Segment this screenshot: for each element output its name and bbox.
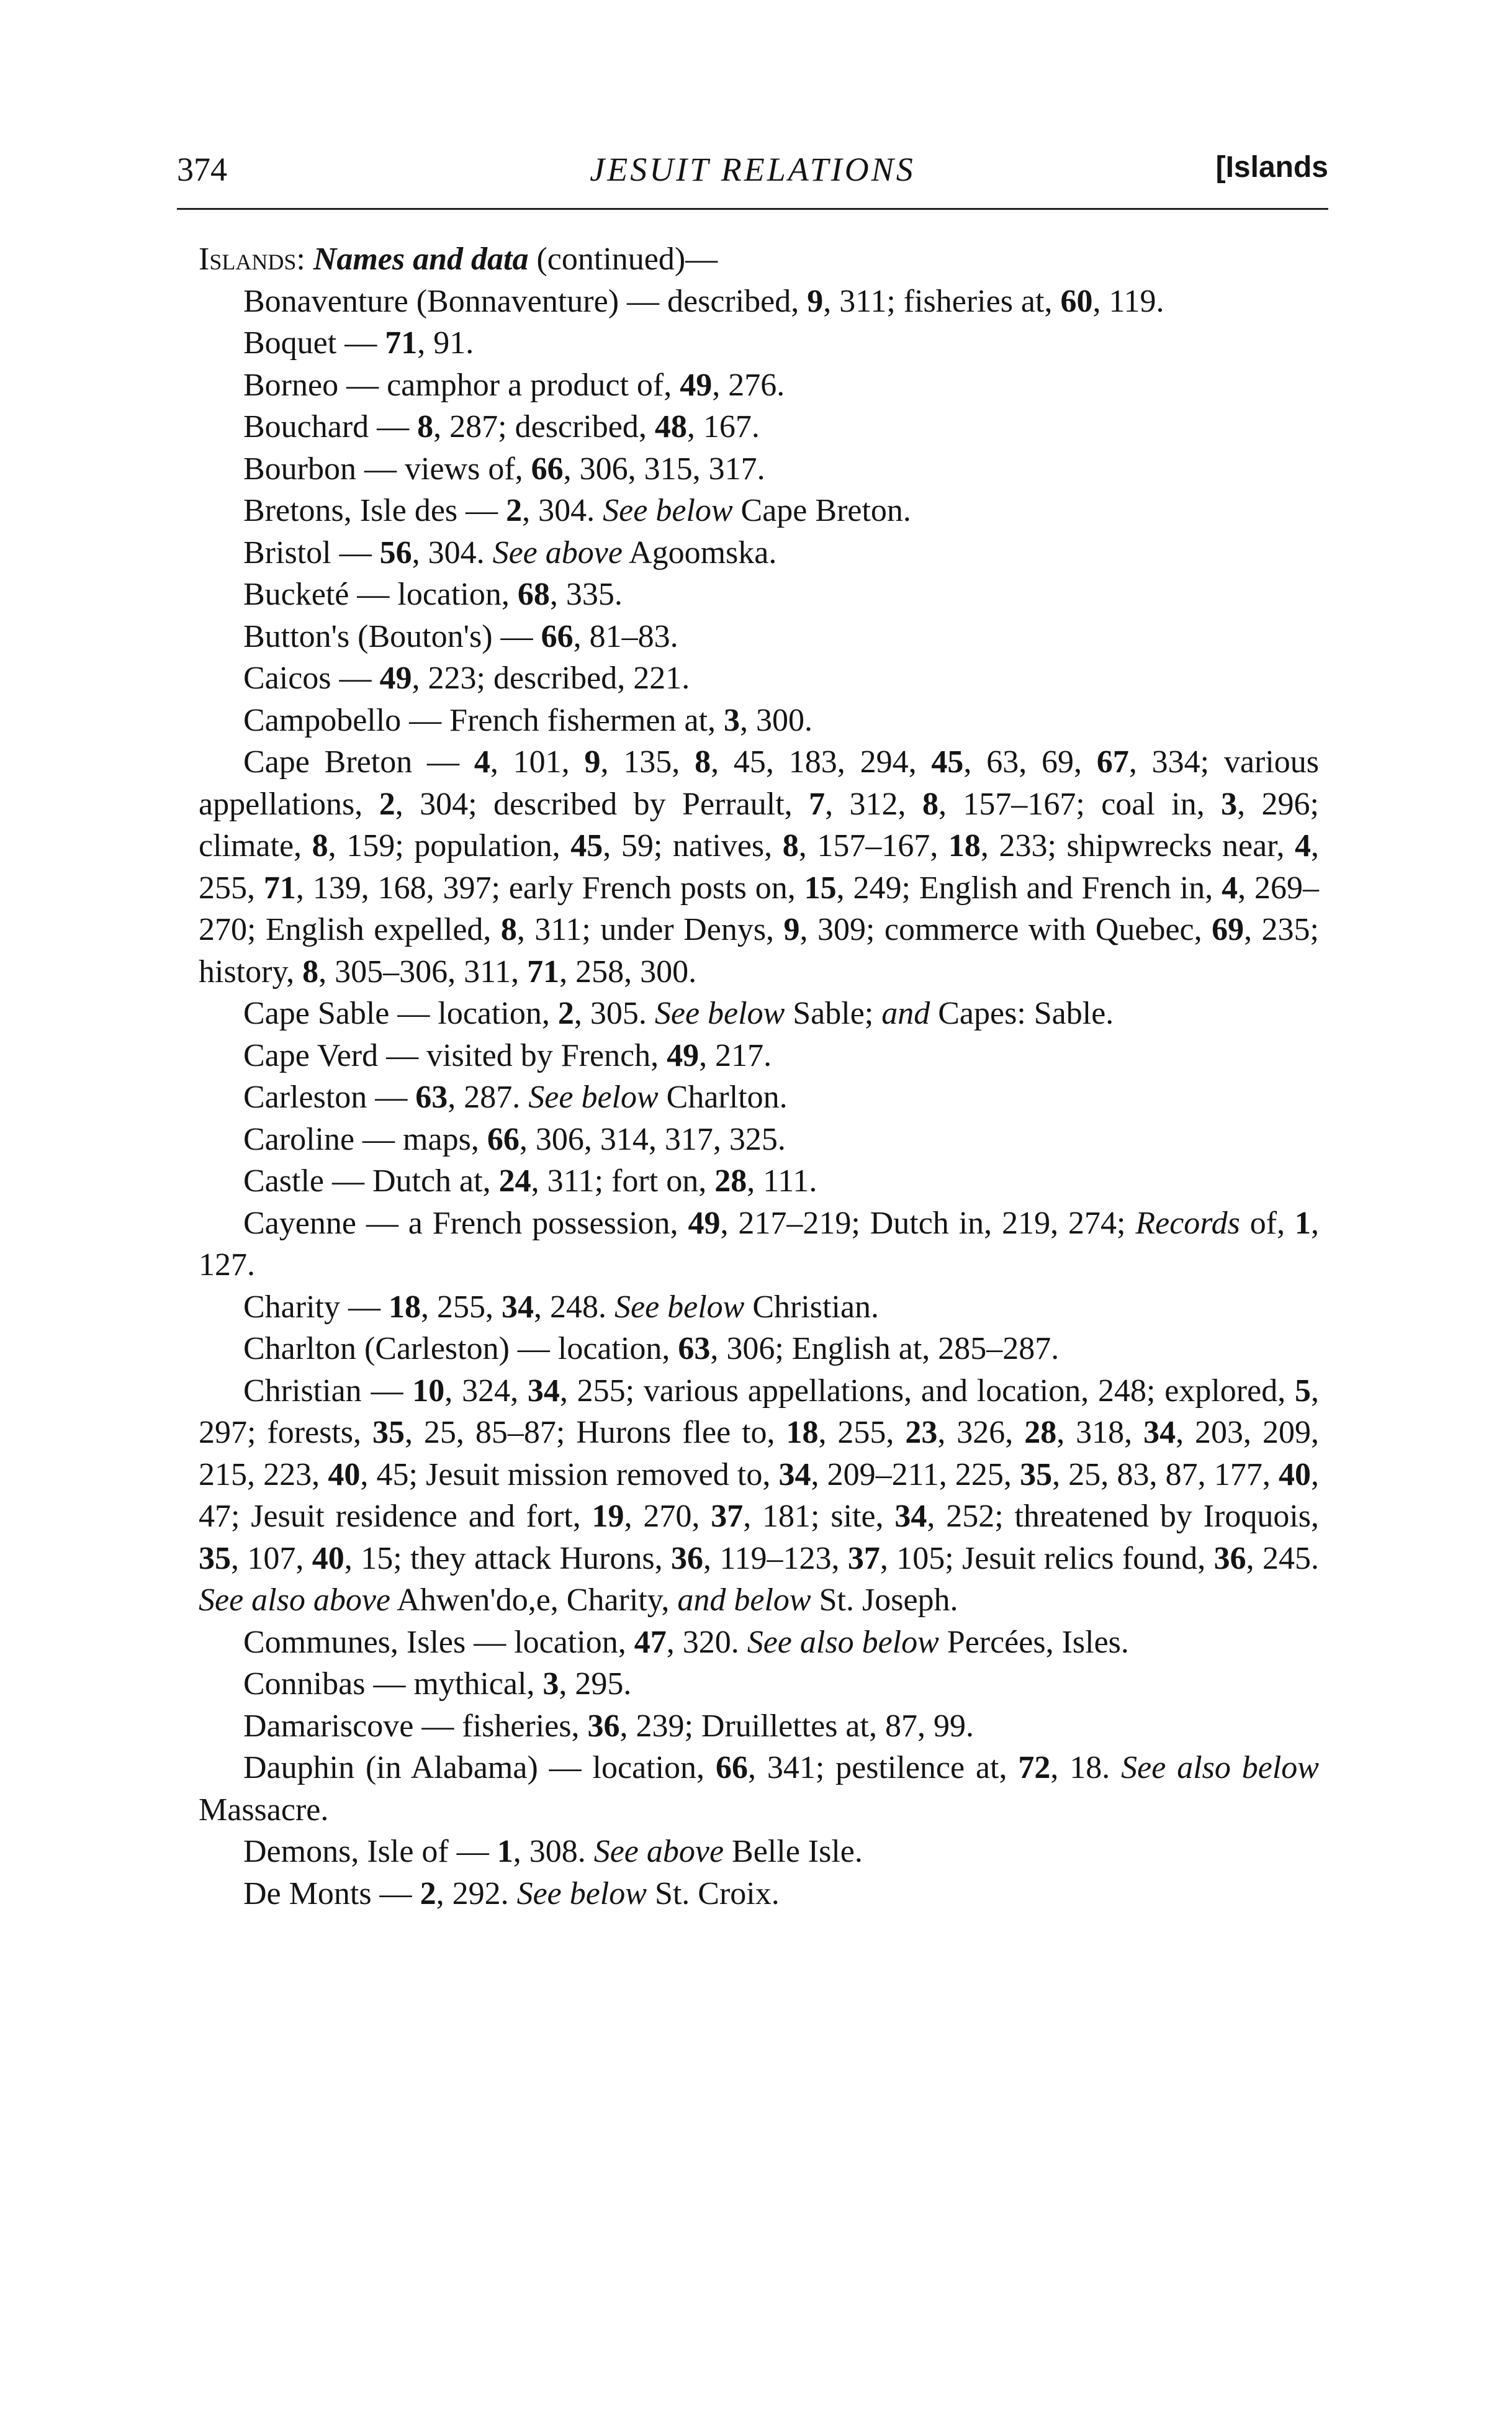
entry-text: Connibas — mythical, <box>243 1666 543 1702</box>
entry-text: , 45, 183, 294, <box>711 744 932 780</box>
section-subtitle: Names and data <box>313 241 529 277</box>
index-entry <box>199 993 1319 1035</box>
index-entry <box>199 1831 1319 1873</box>
cross-reference: See below <box>516 1875 647 1911</box>
entry-text: , 25, 83, 87, 177, <box>1052 1456 1279 1492</box>
index-entry <box>199 700 1319 742</box>
index-entry <box>199 1370 1319 1622</box>
index-entry <box>199 406 1319 448</box>
index-entry <box>199 1119 1319 1161</box>
entry-text: St. Joseph. <box>811 1582 958 1618</box>
entry-text: , 101, <box>490 744 585 780</box>
index-entry <box>199 490 1319 532</box>
entry-text: , 287; described, <box>433 409 655 444</box>
entry-text: , 306, 314, 317, 325. <box>519 1121 786 1157</box>
entry-text: , 135, <box>600 744 695 780</box>
entry-text: Communes, Isles — location, <box>243 1624 634 1660</box>
volume-number: 34 <box>501 1289 534 1325</box>
volume-number: 3 <box>542 1666 559 1702</box>
volume-number: 8 <box>782 828 799 864</box>
entry-text: , 309; commerce with Quebec, <box>799 912 1212 947</box>
entry-text: , 209–211, 225, <box>811 1456 1020 1492</box>
entry-text: , 248. <box>533 1289 614 1325</box>
header-rule <box>177 208 1328 210</box>
index-text <box>199 238 1319 1915</box>
volume-number: 1 <box>1295 1205 1311 1241</box>
volume-number: 40 <box>312 1540 344 1576</box>
entry-text: , 159; population, <box>328 828 571 864</box>
volume-number: 4 <box>474 744 490 780</box>
entry-text: , 306, 315, 317. <box>563 451 765 487</box>
volume-number: 47 <box>634 1624 667 1660</box>
entry-text: , 217–219; Dutch in, 219, 274; <box>720 1205 1136 1241</box>
volume-number: 36 <box>670 1540 703 1576</box>
entry-text: Bourbon — views of, <box>243 451 531 487</box>
entry-text: Boquet — <box>243 325 385 361</box>
volume-number: 10 <box>412 1373 445 1409</box>
index-entry <box>199 1035 1319 1077</box>
entry-text: , 249; English and French in, <box>836 870 1222 906</box>
index-entry <box>199 1705 1319 1748</box>
index-entry <box>199 1328 1319 1370</box>
volume-number: 35 <box>1020 1456 1053 1492</box>
volume-number: 8 <box>695 744 711 780</box>
entry-text: Dauphin (in Alabama) — location, <box>243 1750 716 1785</box>
index-entry <box>199 1160 1319 1202</box>
cross-reference: See below <box>614 1289 745 1325</box>
running-section-label: [Islands <box>1215 151 1328 184</box>
section-continued: (continued)— <box>536 241 718 277</box>
entry-text: Bonaventure (Bonnaventure) — described, <box>243 283 808 319</box>
cross-reference: See below <box>654 996 785 1031</box>
volume-number: 2 <box>420 1875 436 1911</box>
entry-text: , 311; fort on, <box>531 1163 715 1199</box>
cross-reference: See below <box>603 493 733 528</box>
cross-reference: See also above <box>199 1582 391 1618</box>
entry-text: Charlton (Carleston) — location, <box>243 1331 678 1366</box>
cross-reference: See above <box>593 1834 724 1869</box>
entry-text: , 335. <box>549 577 623 612</box>
entry-text: , 341; pestilence at, <box>747 1750 1019 1785</box>
entry-text: Agoomska. <box>622 535 777 571</box>
volume-number: 8 <box>312 828 328 864</box>
entry-text: , 287. <box>448 1080 529 1115</box>
volume-number: 71 <box>385 325 418 361</box>
volume-number: 36 <box>587 1708 620 1744</box>
volume-number: 35 <box>372 1415 405 1450</box>
entry-text: Cape Sable — location, <box>243 996 558 1031</box>
entry-text: , 305. <box>574 996 655 1031</box>
volume-number: 8 <box>302 954 319 990</box>
entry-text: Cape Verd — visited by French, <box>243 1037 667 1073</box>
entry-text: , 235; history, <box>199 912 1319 990</box>
entry-text: Charity — <box>243 1289 389 1325</box>
volume-number: 8 <box>500 912 517 947</box>
entry-text: , 59; natives, <box>603 828 783 864</box>
entry-text: , 308. <box>513 1834 594 1869</box>
entry-text: , 233; shipwrecks near, <box>980 828 1295 864</box>
volume-number: 23 <box>905 1415 938 1450</box>
entry-text: Carleston — <box>243 1080 416 1115</box>
volume-number: 7 <box>809 786 826 822</box>
entry-text: Belle Isle. <box>724 1834 863 1869</box>
running-header <box>177 138 1328 197</box>
volume-number: 48 <box>654 409 687 444</box>
index-entry <box>199 1873 1319 1915</box>
cross-reference: See below <box>528 1080 659 1115</box>
entry-text: , 245. <box>1246 1540 1320 1576</box>
entry-text: , 91. <box>417 325 474 361</box>
volume-number: 18 <box>388 1289 421 1325</box>
entry-text: Cayenne — a French possession, <box>243 1205 688 1241</box>
entry-text: , 119–123, <box>703 1540 848 1576</box>
entry-text: Christian — <box>243 1373 413 1409</box>
entry-text: , 269–270; English expelled, <box>199 870 1320 947</box>
volume-number: 24 <box>498 1163 531 1199</box>
entry-text: , 318, <box>1056 1415 1144 1450</box>
volume-number: 72 <box>1018 1750 1051 1785</box>
entry-text: , 292. <box>436 1875 517 1911</box>
entry-text: , 296; climate, <box>199 786 1319 864</box>
volume-number: 49 <box>379 661 412 696</box>
entry-text: St. Croix. <box>646 1875 780 1911</box>
volume-number: 45 <box>931 744 964 780</box>
entry-text: , 157–167; coal in, <box>938 786 1222 822</box>
entry-text: , 270, <box>624 1499 711 1534</box>
index-entry <box>199 1202 1319 1286</box>
entry-text: , 127. <box>199 1205 1319 1283</box>
cross-reference: See above <box>492 535 623 571</box>
index-entry <box>199 1663 1319 1705</box>
entry-text: , 276. <box>712 367 785 403</box>
volume-number: 28 <box>714 1163 747 1199</box>
volume-number: 69 <box>1212 912 1244 947</box>
index-entry <box>199 1286 1319 1329</box>
entry-text: , 300. <box>740 702 813 738</box>
entry-text: , 304. <box>412 535 493 571</box>
volume-number: 28 <box>1024 1415 1057 1450</box>
entry-text: , 167. <box>686 409 760 444</box>
volume-number: 2 <box>379 786 395 822</box>
entry-text: , 119. <box>1092 283 1164 319</box>
entry-text: Cape Breton. <box>732 493 911 528</box>
entry-text: Massacre. <box>199 1792 329 1828</box>
entry-text: , 223; described, 221. <box>412 661 690 696</box>
volume-number: 9 <box>783 912 800 947</box>
volume-number: 36 <box>1213 1540 1246 1576</box>
entry-text: , 312, <box>825 786 922 822</box>
entry-text: Ahwen'do,e, Charity, <box>390 1582 678 1618</box>
entry-text: , 311; under Denys, <box>516 912 784 947</box>
entry-text: Caicos — <box>243 661 380 696</box>
entry-text: , 305–306, 311, <box>318 954 528 990</box>
volume-number: 63 <box>678 1331 711 1366</box>
running-title: JESUIT RELATIONS <box>590 151 916 188</box>
volume-number: 8 <box>417 409 434 444</box>
entry-text: Percées, Isles. <box>938 1624 1129 1660</box>
entry-text: Bristol — <box>243 535 380 571</box>
entry-text: , 304. <box>522 493 603 528</box>
entry-text: Button's (Bouton's) — <box>243 618 541 654</box>
entry-text: , 111. <box>747 1163 817 1199</box>
entry-text: , 105; Jesuit relics found, <box>880 1540 1214 1576</box>
entry-text: , 255; various appellations, and location, 248; explored, <box>559 1373 1295 1409</box>
volume-number: 56 <box>379 535 412 571</box>
volume-number: 3 <box>724 702 740 738</box>
entry-text: Caroline — maps, <box>243 1121 487 1157</box>
entry-text: , 255, <box>420 1289 502 1325</box>
index-entry <box>199 364 1319 407</box>
index-entry <box>199 532 1319 574</box>
entry-text: Demons, Isle of — <box>243 1834 497 1869</box>
entry-text: , 18. <box>1050 1750 1122 1785</box>
entry-text: , 81–83. <box>573 618 678 654</box>
entry-text: , 63, 69, <box>963 744 1097 780</box>
entry-text: , 295. <box>559 1666 632 1702</box>
volume-number: 49 <box>680 367 713 403</box>
entry-text: , 334; various appellations, <box>199 744 1320 822</box>
entry-text: Christian. <box>744 1289 880 1325</box>
volume-number: 4 <box>1295 828 1312 864</box>
entry-text: , 311; fisheries at, <box>823 283 1061 319</box>
entry-text: Castle — Dutch at, <box>243 1163 499 1199</box>
volume-number: 9 <box>807 283 824 319</box>
index-entry <box>199 322 1319 364</box>
entry-text: Cape Breton — <box>243 744 474 780</box>
index-entry <box>199 1622 1319 1664</box>
entry-text: Borneo — camphor a product of, <box>243 367 680 403</box>
volume-number: 8 <box>922 786 938 822</box>
entry-text: , 157–167, <box>798 828 948 864</box>
volume-number: 4 <box>1222 870 1238 906</box>
volume-number: 5 <box>1295 1373 1312 1409</box>
volume-number: 71 <box>527 954 560 990</box>
cross-reference: See also below <box>1121 1750 1319 1785</box>
volume-number: 67 <box>1096 744 1129 780</box>
entry-text: , 297; forests, <box>199 1373 1320 1450</box>
volume-number: 66 <box>715 1750 748 1785</box>
entry-text: , 15; they attack Hurons, <box>344 1540 671 1576</box>
entry-text: , 25, 85–87; Hurons flee to, <box>404 1415 786 1450</box>
index-entry <box>199 574 1319 616</box>
index-entry <box>199 1747 1319 1831</box>
volume-number: 19 <box>592 1499 624 1534</box>
index-entry <box>199 616 1319 658</box>
entry-text: of, <box>1240 1205 1295 1241</box>
volume-number: 35 <box>199 1540 231 1576</box>
section-label: Islands: <box>199 241 305 277</box>
volume-number: 34 <box>778 1456 811 1492</box>
volume-number: 49 <box>667 1037 700 1073</box>
index-entries <box>199 281 1319 1915</box>
volume-number: 18 <box>786 1415 819 1450</box>
volume-number: 1 <box>497 1834 513 1869</box>
volume-number: 40 <box>1279 1456 1311 1492</box>
entry-text: , 217. <box>699 1037 772 1073</box>
entry-text: , 47; Jesuit residence and fort, <box>199 1456 1319 1534</box>
index-entry <box>199 448 1319 490</box>
index-entry <box>199 741 1319 993</box>
entry-text: , 255, <box>818 1415 906 1450</box>
entry-text: , 320. <box>666 1624 747 1660</box>
volume-number: 66 <box>487 1121 520 1157</box>
section-heading <box>199 238 1319 281</box>
volume-number: 45 <box>570 828 603 864</box>
entry-text: De Monts — <box>243 1875 420 1911</box>
entry-text: , 304; described by Perrault, <box>395 786 809 822</box>
entry-text: Bucketé — location, <box>243 577 518 612</box>
volume-number: 34 <box>1143 1415 1176 1450</box>
entry-text: Campobello — French fishermen at, <box>243 702 724 738</box>
volume-number: 71 <box>263 870 296 906</box>
volume-number: 3 <box>1221 786 1238 822</box>
entry-text: Bouchard — <box>243 409 418 444</box>
volume-number: 37 <box>711 1499 744 1534</box>
volume-number: 2 <box>506 493 523 528</box>
volume-number: 60 <box>1060 283 1093 319</box>
volume-number: 34 <box>894 1499 927 1534</box>
entry-text: Sable; <box>785 996 882 1031</box>
volume-number: 9 <box>584 744 601 780</box>
entry-text: Capes: Sable. <box>930 996 1114 1031</box>
entry-text: , 181; site, <box>743 1499 895 1534</box>
entry-text: , 326, <box>937 1415 1025 1450</box>
cross-reference: and below <box>677 1582 811 1618</box>
entry-text: , 239; Druillettes at, 87, 99. <box>619 1708 974 1744</box>
entry-text: , 107, <box>231 1540 312 1576</box>
entry-text: , 203, 209, 215, 223, <box>199 1415 1319 1492</box>
cross-reference: See also below <box>747 1624 939 1660</box>
entry-text: Bretons, Isle des — <box>243 493 506 528</box>
index-entry <box>199 1076 1319 1119</box>
entry-text: , 306; English at, 285–287. <box>710 1331 1060 1366</box>
volume-number: 40 <box>328 1456 361 1492</box>
cross-reference: and <box>881 996 930 1031</box>
entry-text: , 252; threatened by Iroquois, <box>927 1499 1320 1534</box>
volume-number: 66 <box>531 451 564 487</box>
entry-text: , 45; Jesuit mission removed to, <box>360 1456 779 1492</box>
entry-text: , 255, <box>199 828 1320 906</box>
entry-text: , 324, <box>444 1373 528 1409</box>
volume-number: 37 <box>847 1540 880 1576</box>
volume-number: 18 <box>948 828 981 864</box>
volume-number: 15 <box>804 870 837 906</box>
volume-number: 2 <box>557 996 574 1031</box>
index-entry <box>199 657 1319 700</box>
volume-number: 49 <box>688 1205 721 1241</box>
entry-text: Damariscove — fisheries, <box>243 1708 588 1744</box>
index-entry <box>199 281 1319 323</box>
cross-reference: Records <box>1135 1205 1240 1241</box>
entry-text: , 139, 168, 397; early French posts on, <box>295 870 804 906</box>
volume-number: 68 <box>517 577 550 612</box>
entry-text: , 258, 300. <box>559 954 697 990</box>
page-number: 374 <box>177 151 227 188</box>
volume-number: 34 <box>527 1373 560 1409</box>
volume-number: 63 <box>415 1080 448 1115</box>
volume-number: 66 <box>541 618 574 654</box>
entry-text: Charlton. <box>658 1080 788 1115</box>
